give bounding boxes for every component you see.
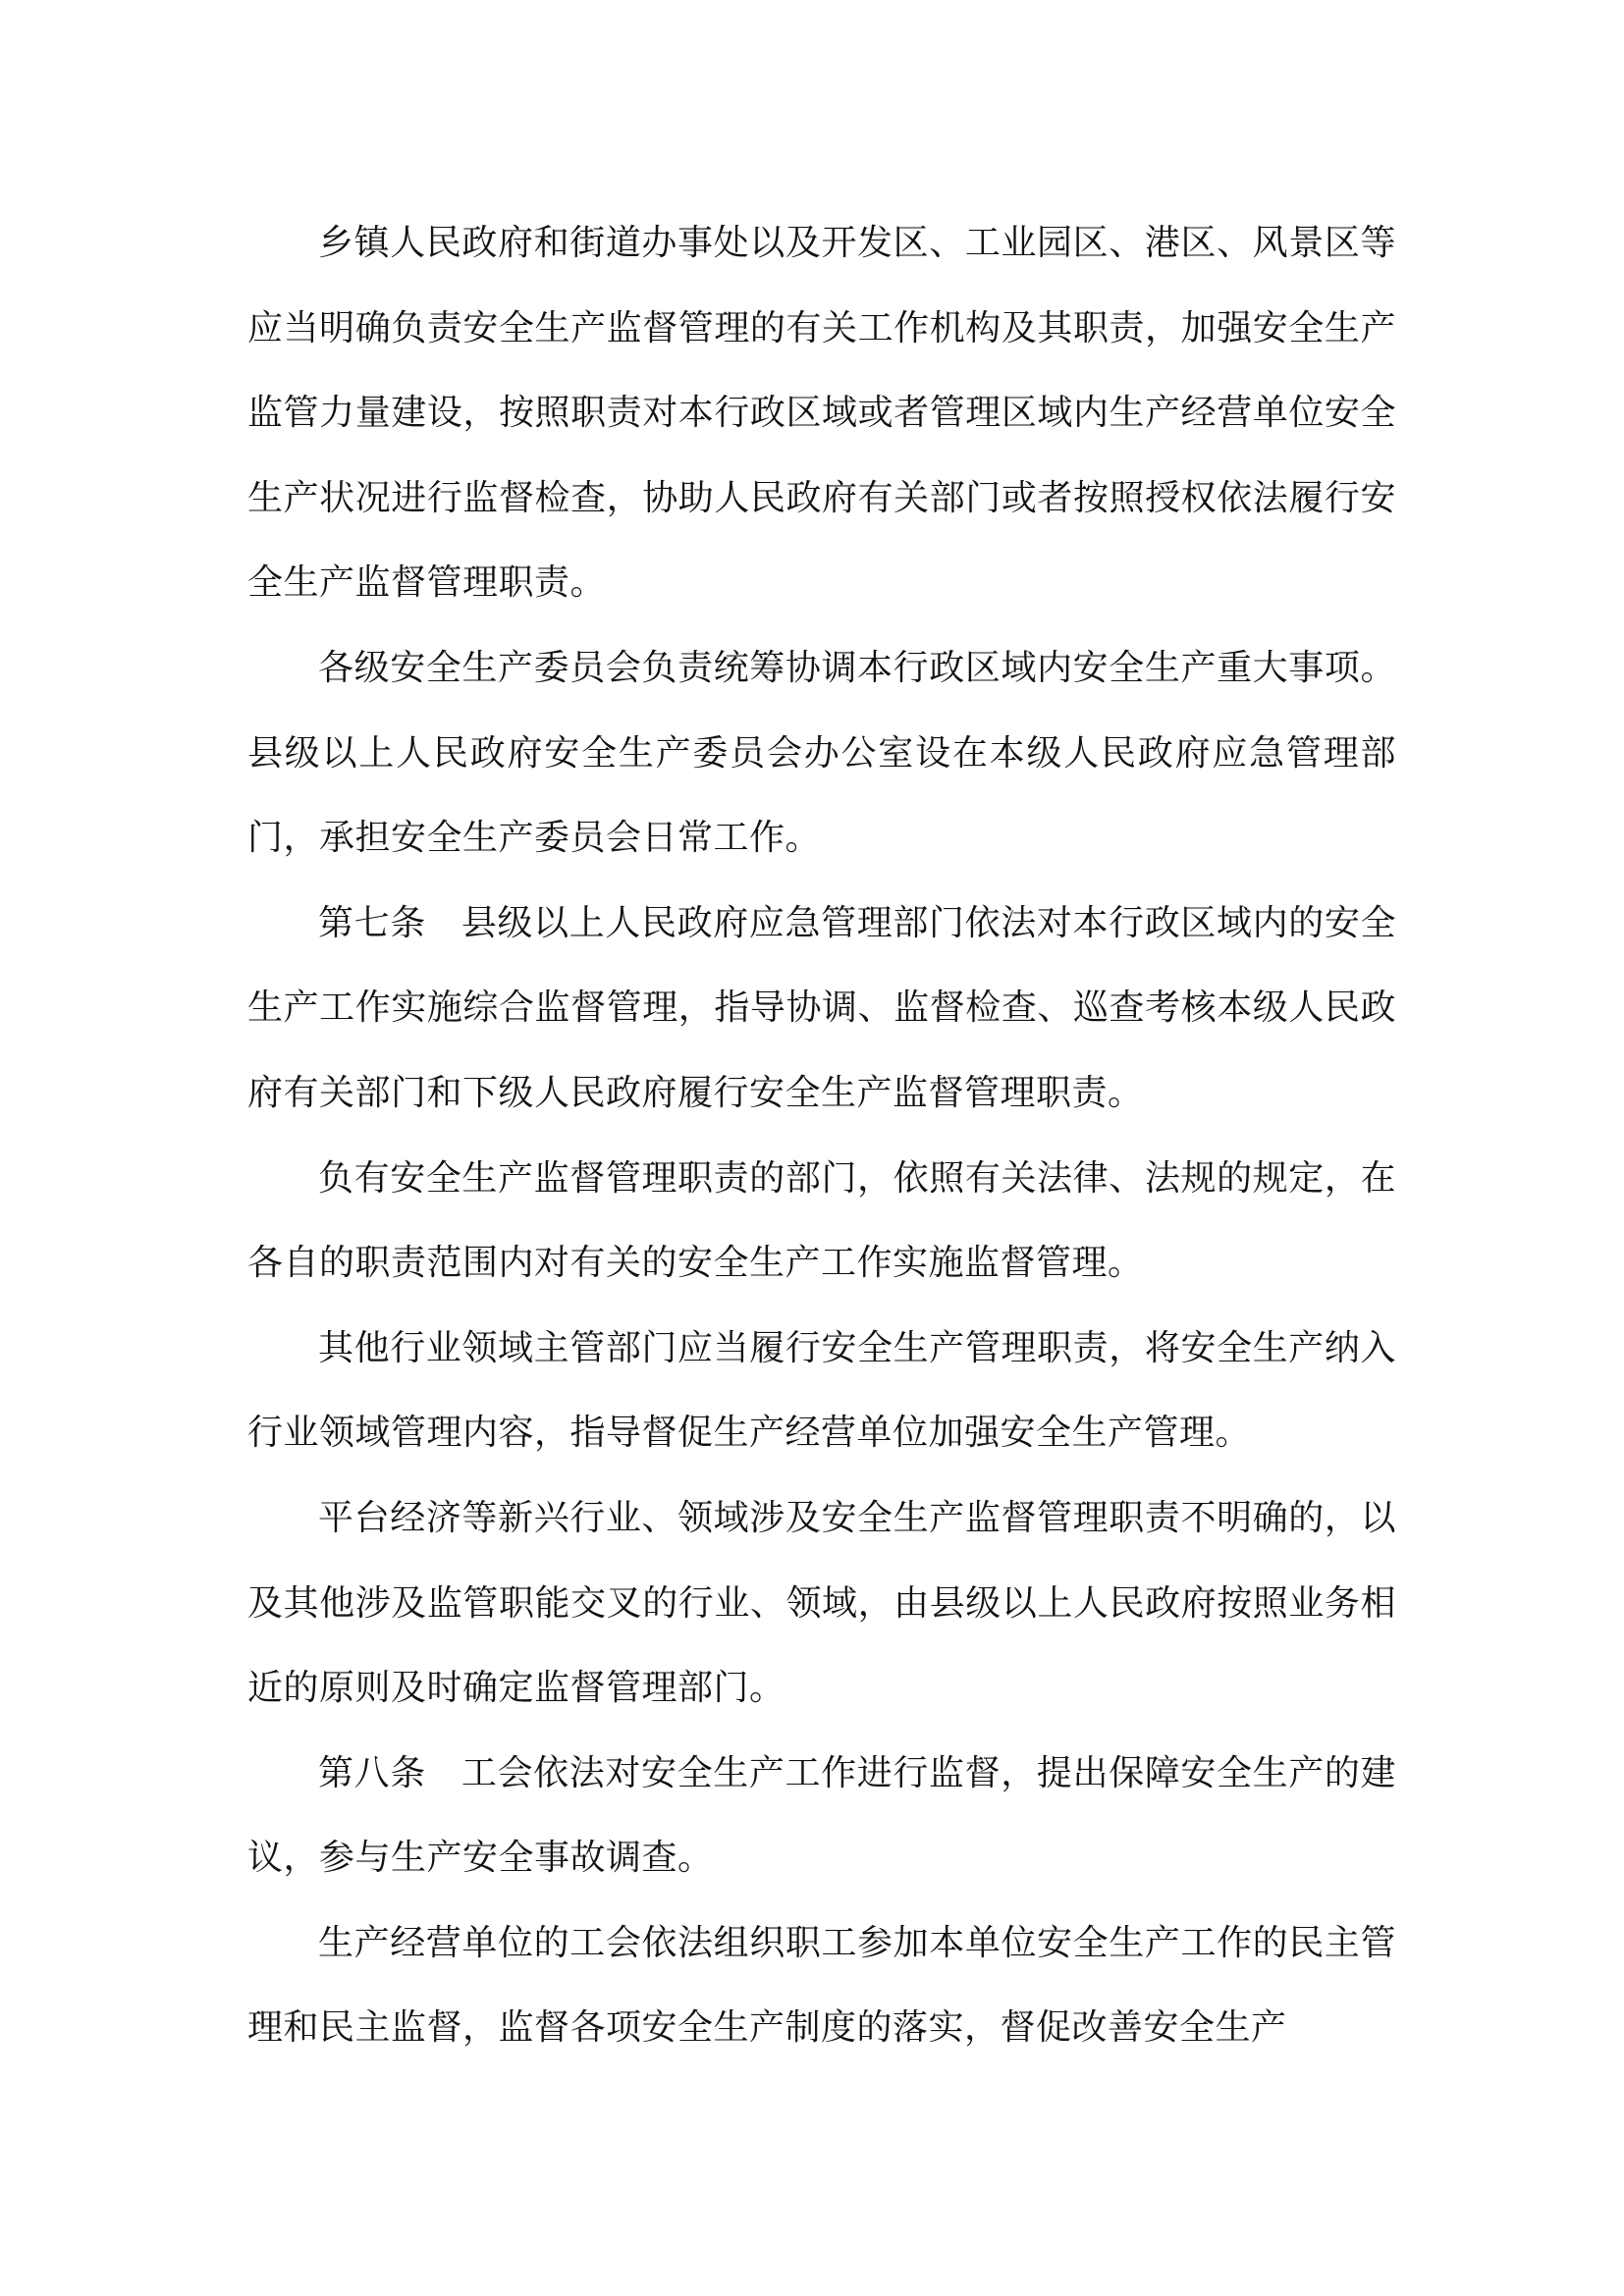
- paragraph-article-8: [247, 1732, 1396, 1901]
- paragraph-township-supervision: [247, 201, 1396, 626]
- document-body: [247, 201, 1396, 2071]
- paragraph-text: 工会依法对安全生产工作进行监督，提出保障安全生产的建议，参与生产安全事故调查。: [247, 1752, 1396, 1879]
- paragraph-text: 各级安全生产委员会负责统筹协调本行政区域内安全生产重大事项。县级以上人民政府安全生产委员会办公室设在本级人民政府应急管理部门，承担安全生产委员会日常工作。: [247, 647, 1396, 859]
- paragraph-safety-committee: [247, 626, 1396, 881]
- paragraph-article-7: [247, 881, 1396, 1137]
- article-number: 第七条: [318, 902, 426, 943]
- paragraph-supervising-departments: [247, 1137, 1396, 1307]
- paragraph-union-participation: [247, 1901, 1396, 2071]
- paragraph-text: 负有安全生产监督管理职责的部门，依照有关法律、法规的规定，在各自的职责范围内对有关的安全生产工作实施监督管理。: [247, 1157, 1396, 1284]
- article-number: 第八条: [318, 1752, 426, 1793]
- paragraph-emerging-industries: [247, 1476, 1396, 1732]
- paragraph-text: 县级以上人民政府应急管理部门依法对本行政区域内的安全生产工作实施综合监督管理，指导协调、监督检查、巡查考核本级人民政府有关部门和下级人民政府履行安全生产监督管理职责。: [247, 902, 1396, 1113]
- paragraph-text: 生产经营单位的工会依法组织职工参加本单位安全生产工作的民主管理和民主监督，监督各项安全生产制度的落实，督促改善安全生产: [247, 1922, 1396, 2049]
- paragraph-text: 乡镇人民政府和街道办事处以及开发区、工业园区、港区、风景区等应当明确负责安全生产监督管理的有关工作机构及其职责，加强安全生产监管力量建设，按照职责对本行政区域或者管理区域内生产经营单位安全生产状况进行监督检查，协助人民政府有关部门或者按照授权依法履行安全生产监督管理职责。: [247, 223, 1396, 604]
- paragraph-text: 其他行业领域主管部门应当履行安全生产管理职责，将安全生产纳入行业领域管理内容，指导督促生产经营单位加强安全生产管理。: [247, 1327, 1396, 1454]
- paragraph-industry-departments: [247, 1307, 1396, 1476]
- paragraph-text: 平台经济等新兴行业、领域涉及安全生产监督管理职责不明确的，以及其他涉及监管职能交叉的行业、领域，由县级以上人民政府按照业务相近的原则及时确定监督管理部门。: [247, 1497, 1396, 1709]
